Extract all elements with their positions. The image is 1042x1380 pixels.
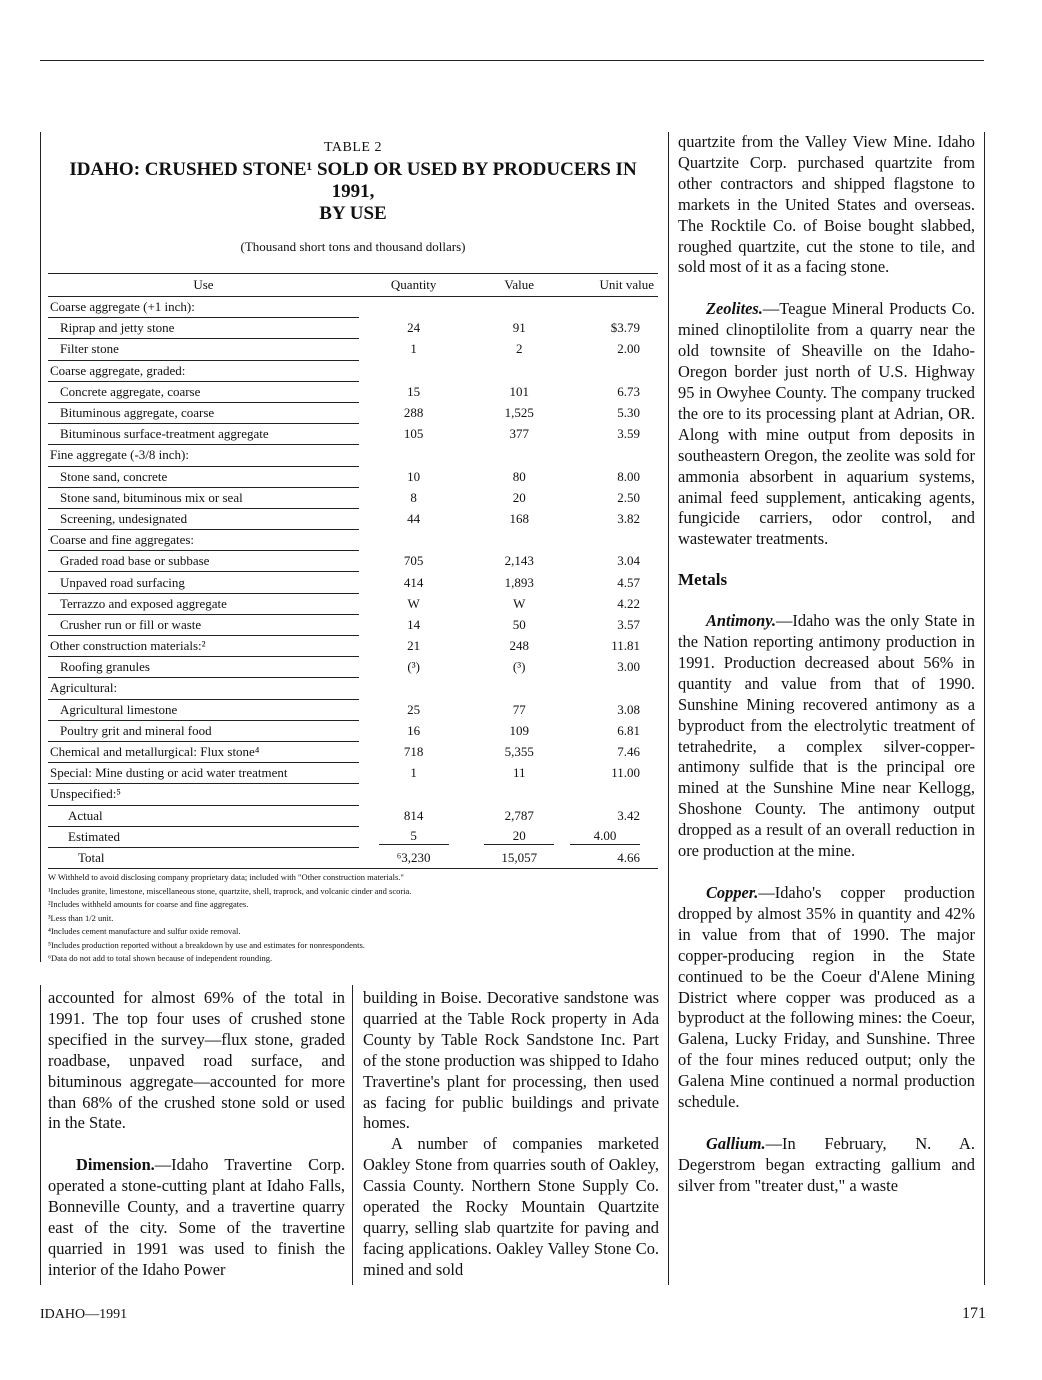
table-row	[48, 572, 658, 593]
table-row	[48, 678, 658, 699]
footnote: ⁶Data do not add to total shown because of independent rounding.	[48, 953, 273, 964]
row-quantity-cell: 14	[407, 616, 421, 632]
row-quantity-cell: 288	[403, 405, 424, 421]
table-row	[48, 508, 658, 529]
paragraph	[678, 883, 975, 1113]
row-unit-value-cell: 3.08	[617, 701, 640, 717]
run-in-heading: Zeolites.	[706, 299, 763, 319]
row-use-cell: Bituminous aggregate, coarse	[48, 402, 359, 423]
row-use-cell: Coarse aggregate (+1 inch):	[48, 297, 359, 318]
run-in-heading: Gallium.	[706, 1133, 766, 1153]
row-use-cell: Screening, undesignated	[48, 508, 359, 529]
table-label: TABLE 2	[324, 140, 382, 155]
table-row	[48, 784, 658, 805]
header-unit-value: Unit value	[570, 274, 658, 297]
table-row	[48, 360, 658, 381]
paragraph: accounted for almost 69% of the total in 1991. The top four uses of crushed stone specified in the survey—flux stone, graded roadbase, unpaved road surface, and bituminous aggregate—accounted for more than 68% of the crushed stone sold or used in the State.	[48, 988, 345, 1133]
row-value-cell: 5,355	[504, 744, 534, 760]
row-unit-value-cell: 11.81	[611, 638, 640, 654]
top-rule	[40, 60, 984, 61]
row-value-cell: 1,893	[504, 574, 534, 590]
table-row	[48, 424, 658, 445]
row-unit-value-cell: 3.04	[617, 553, 640, 569]
footnote: ⁴Includes cement manufacture and sulfur oxide removal.	[48, 926, 241, 937]
row-unit-value-cell: 3.82	[617, 510, 640, 526]
row-quantity-cell	[359, 784, 468, 805]
footnote: W Withheld to avoid disclosing company proprietary data; included with "Other construction materials."	[48, 872, 404, 883]
row-unit-value-cell: 6.73	[617, 383, 640, 399]
row-value-cell: 20	[512, 489, 526, 505]
underlined-value: 4.00	[570, 828, 640, 845]
row-unit-value-cell: 4.57	[617, 574, 640, 590]
row-value-cell	[468, 784, 570, 805]
row-use-cell: Crusher run or fill or waste	[48, 614, 359, 635]
paragraph	[678, 299, 975, 550]
middle-column	[363, 988, 659, 1281]
table-row	[48, 593, 658, 614]
table-row	[48, 763, 658, 784]
row-quantity-cell: 8	[410, 489, 417, 505]
row-unit-value-cell: 2.00	[617, 341, 640, 357]
table-row	[48, 847, 658, 868]
row-use-cell: Unspecified:⁵	[48, 784, 359, 805]
paragraph-text: —Idaho's copper production dropped by almost 35% in quantity and 42% in value from that of 1990. The major copper-producing region in the State continued to be the Coeur d'Alene Mining District where copper was produced as a byproduct at the following mines: the Coeur, Galena, Lucky Friday, and Sunshine. Three of the four mines reduced output; only the Galena Mine continued a normal production schedule.	[678, 883, 975, 1112]
row-use-cell: Stone sand, concrete	[48, 466, 359, 487]
row-value-cell: 2,787	[504, 807, 534, 823]
row-unit-value-cell	[570, 826, 658, 847]
row-unit-value-cell	[570, 678, 658, 699]
row-quantity-cell: 10	[407, 468, 421, 484]
row-quantity-cell: 21	[407, 638, 421, 654]
row-use-cell: Poultry grit and mineral food	[48, 720, 359, 741]
row-value-cell	[468, 826, 570, 847]
row-unit-value-cell: 3.57	[617, 616, 640, 632]
table-row	[48, 551, 658, 572]
row-quantity-cell: 705	[403, 553, 424, 569]
row-value-cell: 377	[509, 426, 529, 442]
paragraph: building in Boise. Decorative sandstone was quarried at the Table Rock property in Ada County by Table Rock Sandstone Inc. Part of the stone production was shipped to Idaho Travertine's plant for processing, then used as facing for public buildings and private homes.	[363, 988, 659, 1133]
row-use-cell: Agricultural limestone	[48, 699, 359, 720]
table-row	[48, 614, 658, 635]
paragraph	[48, 1155, 345, 1280]
row-unit-value-cell	[570, 530, 658, 551]
row-unit-value-cell: 5.30	[617, 405, 640, 421]
paragraph: quartzite from the Valley View Mine. Idaho Quartzite Corp. purchased quartzite from other contractors and shipped flagstone to markets in the United States and overseas. The Rocktile Co. of Boise bought slabbed, roughed quartzite, cut the stone to tile, and sold most of it as a facing stone.	[678, 132, 975, 277]
column-rule	[40, 132, 41, 962]
run-in-heading: Dimension.	[76, 1155, 155, 1175]
row-value-cell	[468, 297, 570, 318]
paragraph-text: —Idaho Travertine Corp. operated a stone-cutting plant at Idaho Falls, Bonneville County, and a travertine quarry east of the city. Some of the travertine quarried in 1991 was used to finish the interior of the Idaho Power	[48, 1155, 345, 1279]
row-unit-value-cell	[570, 297, 658, 318]
paragraph-text: —Teague Mineral Products Co. mined clinoptilolite from a quarry near the old townsite of Sheaville on the Idaho-Oregon border just north of U.S. Highway 95 in Owyhee County. The company trucked the ore to its processing plant at Adrian, OR. Along with mine output from deposits in southeastern Oregon, the zeolite was sold for ammonia absorbent in aquarium systems, animal feed supplement, anticaking agents, fungicide carriers, odor control, and wastewater treatments.	[678, 299, 975, 549]
table-title	[48, 159, 658, 225]
row-value-cell: 2,143	[504, 553, 534, 569]
row-unit-value-cell: 3.42	[617, 807, 640, 823]
footnote: ¹Includes granite, limestone, miscellaneous stone, quartzite, shell, traprock, and volcanic cinder and scoria.	[48, 885, 412, 896]
header-value: Value	[468, 274, 570, 297]
row-unit-value-cell	[570, 360, 658, 381]
right-column	[678, 132, 975, 1197]
run-in-heading: Copper.	[706, 883, 759, 902]
underlined-value: 5	[379, 828, 449, 845]
table-header-row	[48, 274, 658, 297]
table-row	[48, 402, 658, 423]
row-unit-value-cell: 3.00	[617, 659, 640, 675]
header-quantity: Quantity	[359, 274, 468, 297]
row-unit-value-cell: 8.00	[617, 468, 640, 484]
row-value-cell	[468, 678, 570, 699]
paragraph	[678, 611, 975, 862]
row-use-cell: Coarse and fine aggregates:	[48, 530, 359, 551]
column-rule	[668, 132, 669, 1285]
table-row	[48, 381, 658, 402]
row-use-cell: Riprap and jetty stone	[48, 318, 359, 339]
row-value-cell: 168	[509, 510, 529, 526]
row-unit-value-cell: 11.00	[611, 765, 640, 781]
table-title-line2: BY USE	[319, 203, 387, 224]
table-row	[48, 636, 658, 657]
row-unit-value-cell: 4.22	[617, 595, 640, 611]
row-unit-value-cell	[570, 784, 658, 805]
row-use-cell: Unpaved road surfacing	[48, 572, 359, 593]
row-use-cell: Graded road base or subbase	[48, 551, 359, 572]
row-unit-value-cell: 3.59	[617, 426, 640, 442]
row-value-cell: 1,525	[504, 405, 534, 421]
row-value-cell: 248	[509, 638, 529, 654]
row-unit-value-cell: 7.46	[617, 744, 640, 760]
table-title-line1: IDAHO: CRUSHED STONE¹ SOLD OR USED BY PRODUCERS IN 1991,	[69, 159, 637, 202]
table-row	[48, 805, 658, 826]
row-use-cell: Total	[48, 847, 359, 868]
footer-running-head: IDAHO—1991	[40, 1307, 128, 1322]
row-quantity-cell: 25	[407, 701, 421, 717]
row-unit-value-cell	[570, 445, 658, 466]
row-use-cell: Roofing granules	[48, 657, 359, 678]
row-quantity-cell	[359, 297, 468, 318]
footnote: ⁵Includes production reported without a breakdown by use and estimates for nonrespondents.	[48, 939, 365, 950]
row-quantity-cell: 16	[407, 722, 421, 738]
table-row	[48, 826, 658, 847]
row-quantity-cell: 105	[403, 426, 424, 442]
page-number: 171	[962, 1305, 986, 1322]
row-use-cell: Filter stone	[48, 339, 359, 360]
row-value-cell: 15,057	[468, 847, 570, 868]
column-rule	[984, 132, 985, 1285]
table-row	[48, 339, 658, 360]
row-unit-value-cell: 4.66	[570, 847, 658, 868]
table-row	[48, 297, 658, 318]
underlined-value: 20	[484, 828, 554, 845]
table-row	[48, 741, 658, 762]
row-use-cell: Agricultural:	[48, 678, 359, 699]
row-value-cell: W	[513, 595, 526, 611]
row-use-cell: Fine aggregate (-3/8 inch):	[48, 445, 359, 466]
table-footnotes	[48, 871, 658, 966]
row-use-cell: Other construction materials:²	[48, 636, 359, 657]
column-rule	[40, 985, 41, 1285]
data-table	[48, 273, 658, 869]
table-row	[48, 530, 658, 551]
row-value-cell	[468, 530, 570, 551]
table-units: (Thousand short tons and thousand dollars)	[240, 239, 466, 254]
row-value-cell: 101	[509, 383, 529, 399]
table-row	[48, 466, 658, 487]
header-use: Use	[48, 274, 359, 297]
row-quantity-cell: 718	[403, 744, 424, 760]
paragraph	[678, 1134, 975, 1197]
row-value-cell: 50	[512, 616, 526, 632]
row-use-cell: Special: Mine dusting or acid water treatment	[48, 763, 359, 784]
row-quantity-cell: 15	[407, 383, 421, 399]
row-use-cell: Estimated	[48, 826, 359, 847]
section-heading: Metals	[678, 570, 728, 590]
left-column	[48, 988, 345, 1281]
table-row	[48, 318, 658, 339]
row-quantity-cell	[359, 360, 468, 381]
table-row	[48, 445, 658, 466]
table-row	[48, 699, 658, 720]
row-value-cell: 77	[512, 701, 526, 717]
row-quantity-cell: ⁶3,230	[359, 847, 468, 868]
column-rule	[352, 985, 353, 1285]
row-use-cell: Chemical and metallurgical: Flux stone⁴	[48, 741, 359, 762]
paragraph: A number of companies marketed Oakley Stone from quarries south of Oakley, Cassia County. Northern Stone Supply Co. operated the Rocky Mountain Quartzite quarry, selling slab quartzite for paving and facing applications. Oakley Valley Stone Co. mined and sold	[363, 1134, 659, 1279]
paragraph-text: —In February, N. A. Degerstrom began extracting gallium and silver from "treater dust," a waste	[678, 1133, 975, 1195]
row-quantity-cell	[359, 445, 468, 466]
row-value-cell: 109	[509, 722, 529, 738]
row-quantity-cell: 814	[403, 807, 424, 823]
row-quantity-cell: 1	[410, 765, 417, 781]
row-value-cell: (³)	[512, 659, 526, 675]
row-use-cell: Bituminous surface-treatment aggregate	[48, 424, 359, 445]
table-body	[48, 297, 658, 869]
row-value-cell: 11	[512, 765, 526, 781]
row-quantity-cell: 414	[403, 574, 424, 590]
footnote: ³Less than 1/2 unit.	[48, 912, 114, 923]
row-value-cell: 2	[515, 341, 523, 357]
paragraph-text: —Idaho was the only State in the Nation reporting antimony production in 1991. Production decreased about 56% in quantity and value from that of 1990. Sunshine Mining recovered antimony as a byproduct from the electrolytic treatment of tetrahedrite, a complex silver-copper-antimony sulfide that is the principal ore mined at the Sunshine Mine near Kellogg, Shoshone County. The antimony output dropped as a result of an overall reduction in ore production at the mine.	[678, 611, 975, 861]
row-use-cell: Stone sand, bituminous mix or seal	[48, 487, 359, 508]
row-use-cell: Concrete aggregate, coarse	[48, 381, 359, 402]
run-in-heading: Antimony.	[706, 611, 776, 631]
table-row	[48, 720, 658, 741]
table-row	[48, 487, 658, 508]
row-use-cell: Terrazzo and exposed aggregate	[48, 593, 359, 614]
row-unit-value-cell: 2.50	[617, 489, 640, 505]
row-quantity-cell	[359, 826, 468, 847]
row-value-cell: 91	[512, 320, 526, 336]
row-value-cell	[468, 445, 570, 466]
row-unit-value-cell: 6.81	[617, 722, 640, 738]
row-value-cell	[468, 360, 570, 381]
row-quantity-cell	[359, 530, 468, 551]
row-use-cell: Actual	[48, 805, 359, 826]
table-row	[48, 657, 658, 678]
row-quantity-cell	[359, 678, 468, 699]
row-quantity-cell: (³)	[407, 659, 420, 675]
row-quantity-cell: W	[407, 595, 420, 611]
row-quantity-cell: 44	[407, 510, 421, 526]
crushed-stone-table-block	[48, 140, 658, 966]
row-use-cell: Coarse aggregate, graded:	[48, 360, 359, 381]
row-quantity-cell: 1	[410, 341, 417, 357]
row-quantity-cell: 24	[407, 320, 421, 336]
footnote: ²Includes withheld amounts for coarse and fine aggregates.	[48, 899, 249, 910]
row-value-cell: 80	[512, 468, 526, 484]
row-unit-value-cell: $3.79	[610, 320, 640, 336]
